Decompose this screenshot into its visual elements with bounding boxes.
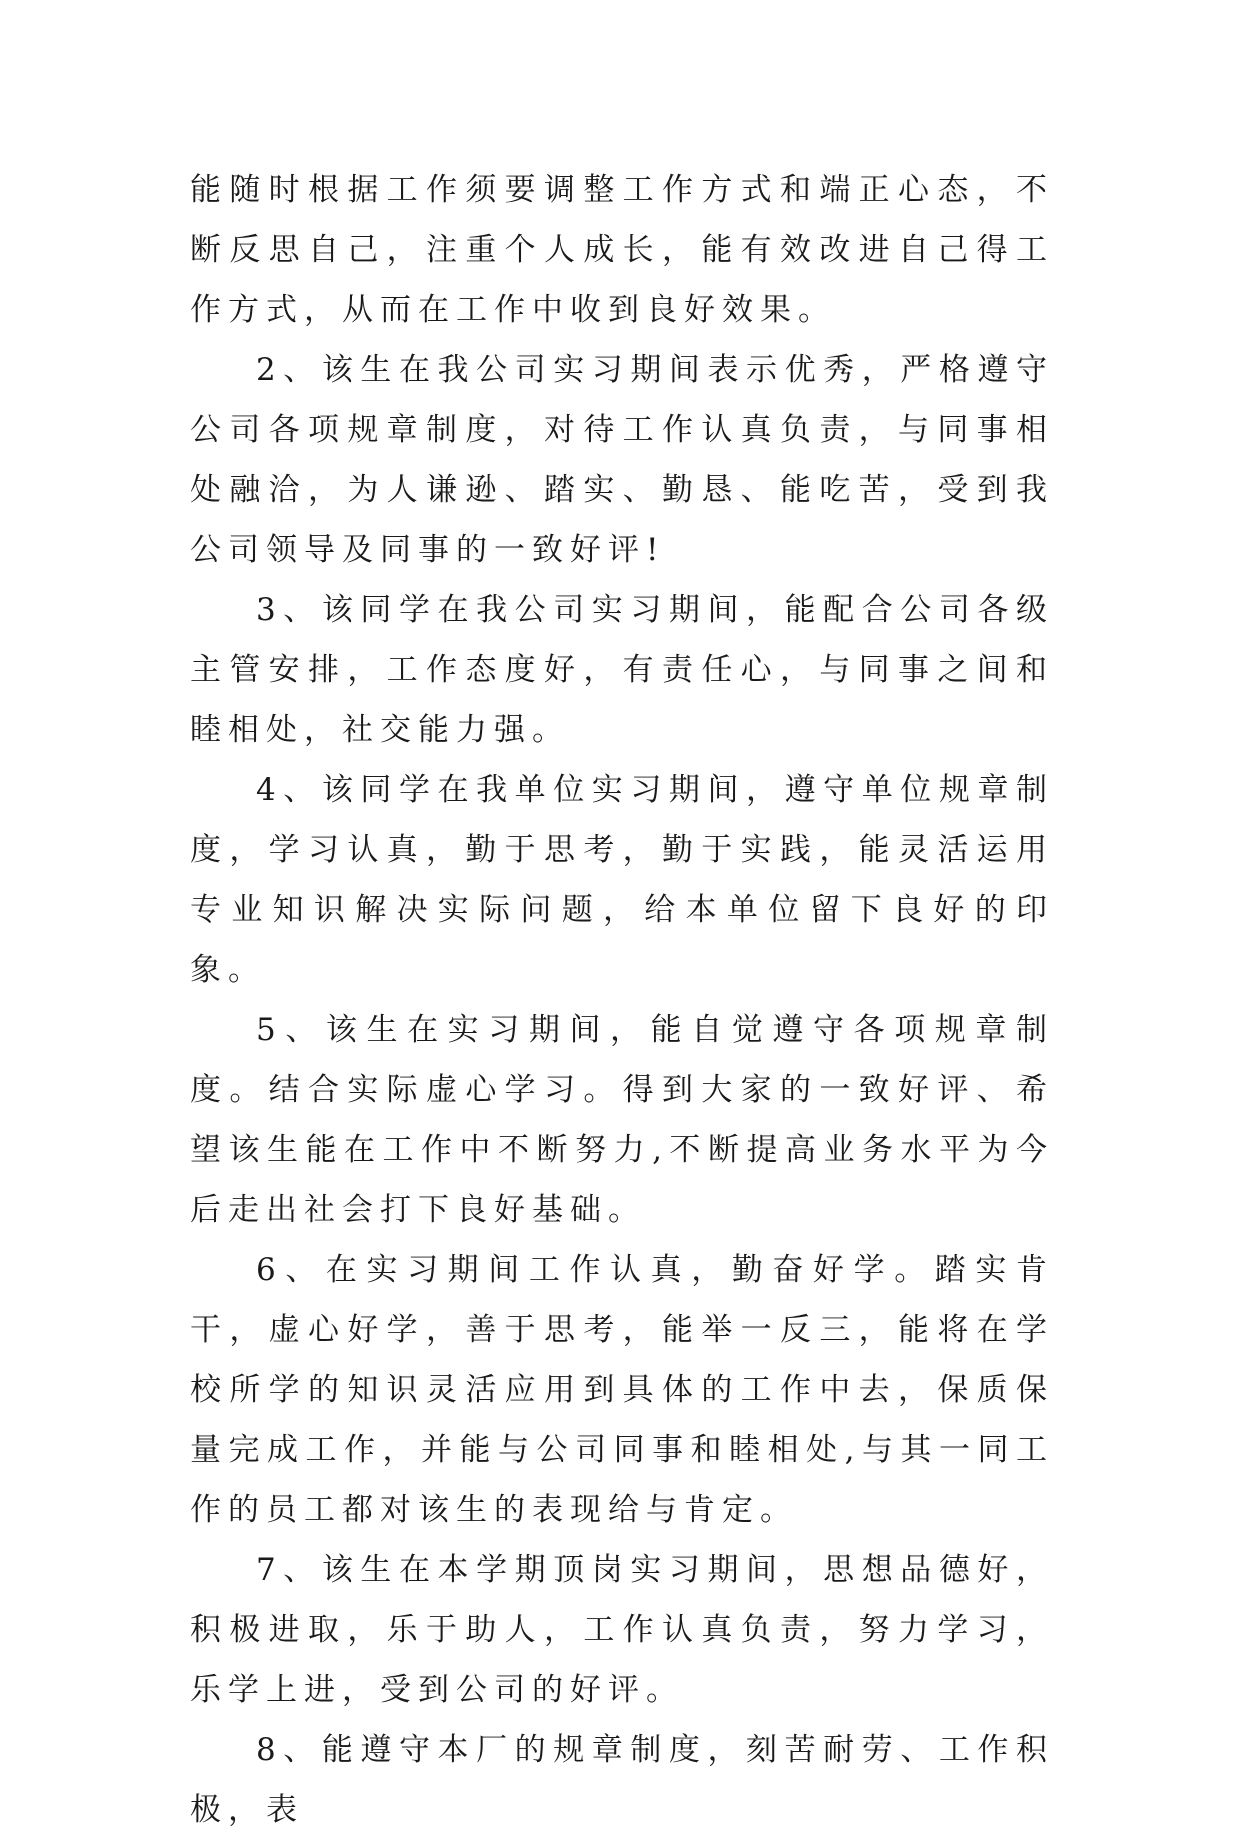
paragraph-2: 2、该生在我公司实习期间表示优秀，严格遵守公司各项规章制度，对待工作认真负责，与同事相处融洽，为人谦逊、踏实、勤恳、能吃苦，受到我公司领导及同事的一致好评!	[190, 352, 1054, 568]
paragraph-4: 4、该同学在我单位实习期间，遵守单位规章制度，学习认真，勤于思考，勤于实践，能灵活运用专业知识解决实际问题，给本单位留下良好的印象。	[190, 772, 1054, 988]
paragraph-6: 6、在实习期间工作认真，勤奋好学。踏实肯干，虚心好学，善于思考，能举一反三，能将在学校所学的知识灵活应用到具体的工作中去，保质保量完成工作，并能与公司同事和睦相处,与其一同工作的员工都对该生的表现给与肯定。	[190, 1252, 1054, 1528]
paragraph-3: 3、该同学在我公司实习期间，能配合公司各级主管安排，工作态度好，有责任心，与同事之间和睦相处，社交能力强。	[190, 592, 1054, 748]
paragraph-7: 7、该生在本学期顶岗实习期间，思想品德好，积极进取，乐于助人，工作认真负责，努力学习，乐学上进，受到公司的好评。	[190, 1552, 1054, 1708]
document-body	[190, 160, 1054, 1840]
paragraph-5: 5、该生在实习期间，能自觉遵守各项规章制度。结合实际虚心学习。得到大家的一致好评、希望该生能在工作中不断努力,不断提高业务水平为今后走出社会打下良好基础。	[190, 1012, 1054, 1228]
paragraph-continued: 能随时根据工作须要调整工作方式和端正心态，不断反思自己，注重个人成长，能有效改进自己得工作方式，从而在工作中收到良好效果。	[190, 172, 1054, 328]
paragraph-8: 8、能遵守本厂的规章制度，刻苦耐劳、工作积极，表	[190, 1732, 1054, 1828]
